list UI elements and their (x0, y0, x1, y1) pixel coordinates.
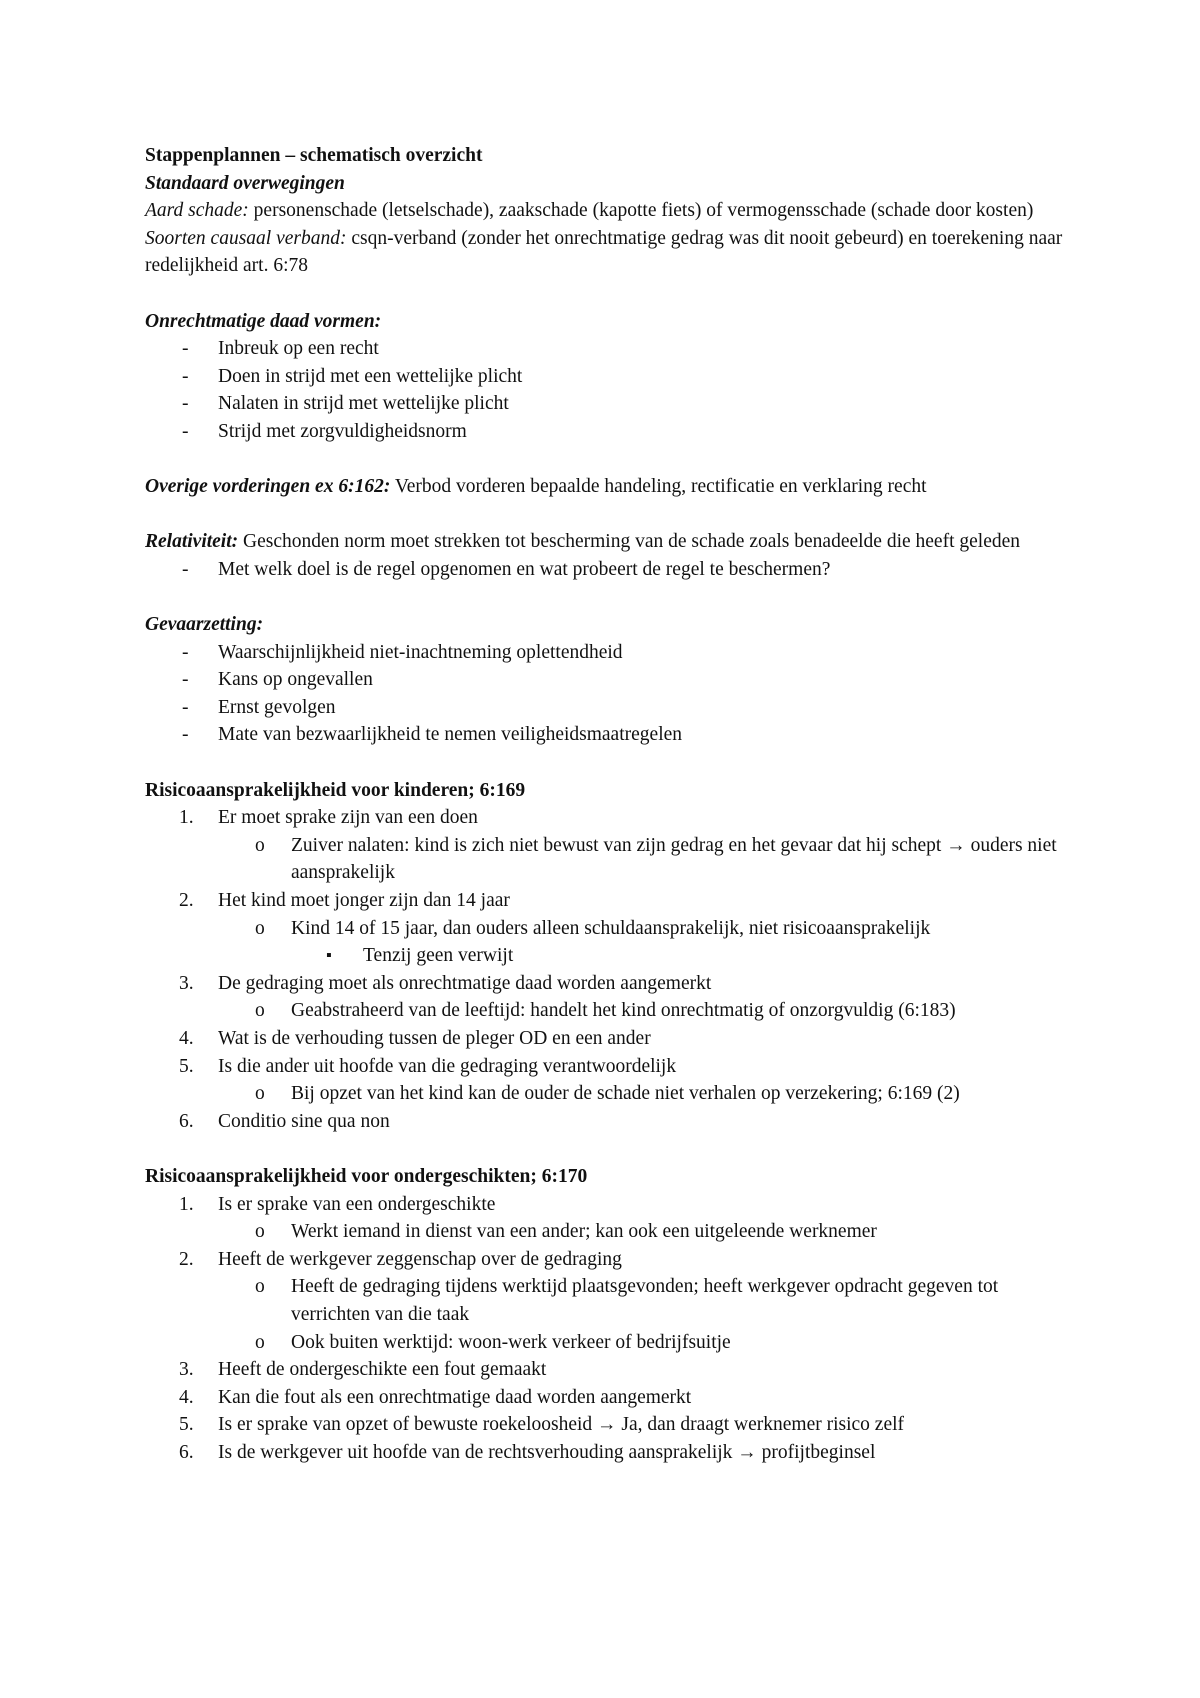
list-item: - Inbreuk op een recht (145, 335, 1065, 363)
sub-list-item: o Heeft de gedraging tijdens werktijd plaatsgevonden; heeft werkgever opdracht gegeven tot verrichten van die taak (145, 1273, 1065, 1328)
list-item: - Nalaten in strijd met wettelijke plicht (145, 390, 1065, 418)
relativiteit-label: Relativiteit: (145, 531, 239, 553)
relativiteit-text: Geschonden norm moet strekken tot bescherming van de schade zoals benadeelde die heeft geleden (238, 531, 1021, 553)
sub-list-item: o Bij opzet van het kind kan de ouder de schade niet verhalen op verzekering; 6:169 (2) (145, 1080, 1065, 1108)
relativiteit-list (145, 556, 1065, 584)
document-title: Stappenplannen – schematisch overzicht (145, 145, 483, 166)
list-number: 4. (179, 1386, 194, 1408)
list-item-text: Kan die fout als een onrechtmatige daad worden aangemerkt (218, 1386, 692, 1408)
list-item: - Met welk doel is de regel opgenomen en wat probeert de regel te beschermen? (145, 556, 1065, 584)
list-item: - Doen in strijd met een wettelijke plicht (145, 363, 1065, 391)
list-number: 2. (179, 1248, 194, 1270)
relativiteit-paragraph (145, 528, 1065, 556)
aard-schade-paragraph (145, 197, 1065, 225)
list-number: 1. (179, 807, 194, 829)
overige-paragraph (145, 473, 1065, 501)
list-item-text: Is de werkgever uit hoofde van de rechtsverhouding aansprakelijk → profijtbeginsel (218, 1441, 876, 1463)
ondergeschikten-list (145, 1191, 1065, 1467)
document-page (145, 142, 1065, 1467)
gevaarzetting-list (145, 639, 1065, 749)
list-item (145, 1356, 1065, 1384)
od-vormen-list (145, 335, 1065, 445)
list-item-text: Conditio sine qua non (218, 1110, 390, 1132)
list-item-text: De gedraging moet als onrechtmatige daad worden aangemerkt (218, 972, 712, 994)
list-number: 5. (179, 1414, 194, 1436)
list-number: 6. (179, 1441, 194, 1463)
od-vormen-heading: Onrechtmatige daad vormen: (145, 310, 382, 332)
list-item (145, 804, 1065, 887)
sub-list-item: o Zuiver nalaten: kind is zich niet bewust van zijn gedrag en het gevaar dat hij schept → ouders niet aansprakelijk (145, 832, 1065, 887)
list-number: 3. (179, 1359, 194, 1381)
list-item: - Kans op ongevallen (145, 666, 1065, 694)
list-item-text: Is er sprake van opzet of bewuste roekeloosheid → Ja, dan draagt werknemer risico zelf (218, 1414, 905, 1436)
list-item (145, 970, 1065, 1025)
list-item (145, 1384, 1065, 1412)
list-item (145, 1411, 1065, 1439)
kinderen-heading: Risicoaansprakelijkheid voor kinderen; 6:169 (145, 779, 526, 801)
list-item: - Mate van bezwaarlijkheid te nemen veiligheidsmaatregelen (145, 721, 1065, 749)
ondergeschikten-heading: Risicoaansprakelijkheid voor ondergeschikten; 6:170 (145, 1165, 588, 1187)
sub-list-item: o Werkt iemand in dienst van een ander; kan ook een uitgeleende werknemer (145, 1218, 1065, 1246)
causaal-label: Soorten causaal verband: (145, 227, 347, 249)
list-item-text: Het kind moet jonger zijn dan 14 jaar (218, 890, 510, 912)
list-number: 2. (179, 890, 194, 912)
list-item (145, 1191, 1065, 1246)
overige-label: Overige vorderingen ex 6:162: (145, 476, 391, 498)
causaal-text: csqn-verband (zonder het onrechtmatige gedrag was dit nooit gebeurd) en toerekening naar redelijkheid art. 6:78 (145, 227, 1063, 277)
list-number: 1. (179, 1193, 194, 1215)
list-item-text: Heeft de werkgever zeggenschap over de gedraging (218, 1248, 622, 1270)
list-number: 4. (179, 1028, 194, 1049)
list-item (145, 1025, 1065, 1053)
aard-schade-label: Aard schade: (145, 200, 249, 222)
aard-schade-text: personenschade (letselschade), zaakschade (kapotte fiets) of vermogensschade (schade door kosten) (248, 200, 1034, 222)
sub-list-item: o Kind 14 of 15 jaar, dan ouders alleen schuldaansprakelijk, niet risicoaansprakelijk (145, 915, 1065, 943)
list-item (145, 1053, 1065, 1108)
list-item-text: Wat is de verhouding tussen de pleger OD en een ander (218, 1028, 651, 1049)
list-item (145, 1108, 1065, 1136)
list-number: 3. (179, 972, 194, 994)
list-item: - Strijd met zorgvuldigheidsnorm (145, 418, 1065, 446)
list-item-text: Heeft de ondergeschikte een fout gemaakt (218, 1359, 547, 1381)
kinderen-list (145, 804, 1065, 1135)
list-item (145, 887, 1065, 970)
list-item-text: Is die ander uit hoofde van die gedraging verantwoordelijk (218, 1055, 677, 1077)
list-item (145, 1246, 1065, 1356)
causaal-paragraph (145, 225, 1065, 280)
list-item: - Ernst gevolgen (145, 694, 1065, 722)
gevaarzetting-heading: Gevaarzetting: (145, 614, 264, 636)
standaard-heading: Standaard overwegingen (145, 172, 345, 194)
sub-list-item: o Geabstraheerd van de leeftijd: handelt het kind onrechtmatig of onzorgvuldig (6:183) (145, 997, 1065, 1025)
list-item: - Waarschijnlijkheid niet-inachtneming oplettendheid (145, 639, 1065, 667)
list-number: 5. (179, 1055, 194, 1077)
overige-text: Verbod vorderen bepaalde handeling, rectificatie en verklaring recht (390, 476, 927, 498)
list-item (145, 1439, 1065, 1467)
list-item-text: Is er sprake van een ondergeschikte (218, 1193, 496, 1215)
list-item-text: Er moet sprake zijn van een doen (218, 807, 478, 829)
sub-list-item: o Ook buiten werktijd: woon-werk verkeer of bedrijfsuitje (145, 1329, 1065, 1357)
sub-sub-list-item: ▪ Tenzij geen verwijt (145, 942, 1065, 970)
list-number: 6. (179, 1110, 194, 1132)
